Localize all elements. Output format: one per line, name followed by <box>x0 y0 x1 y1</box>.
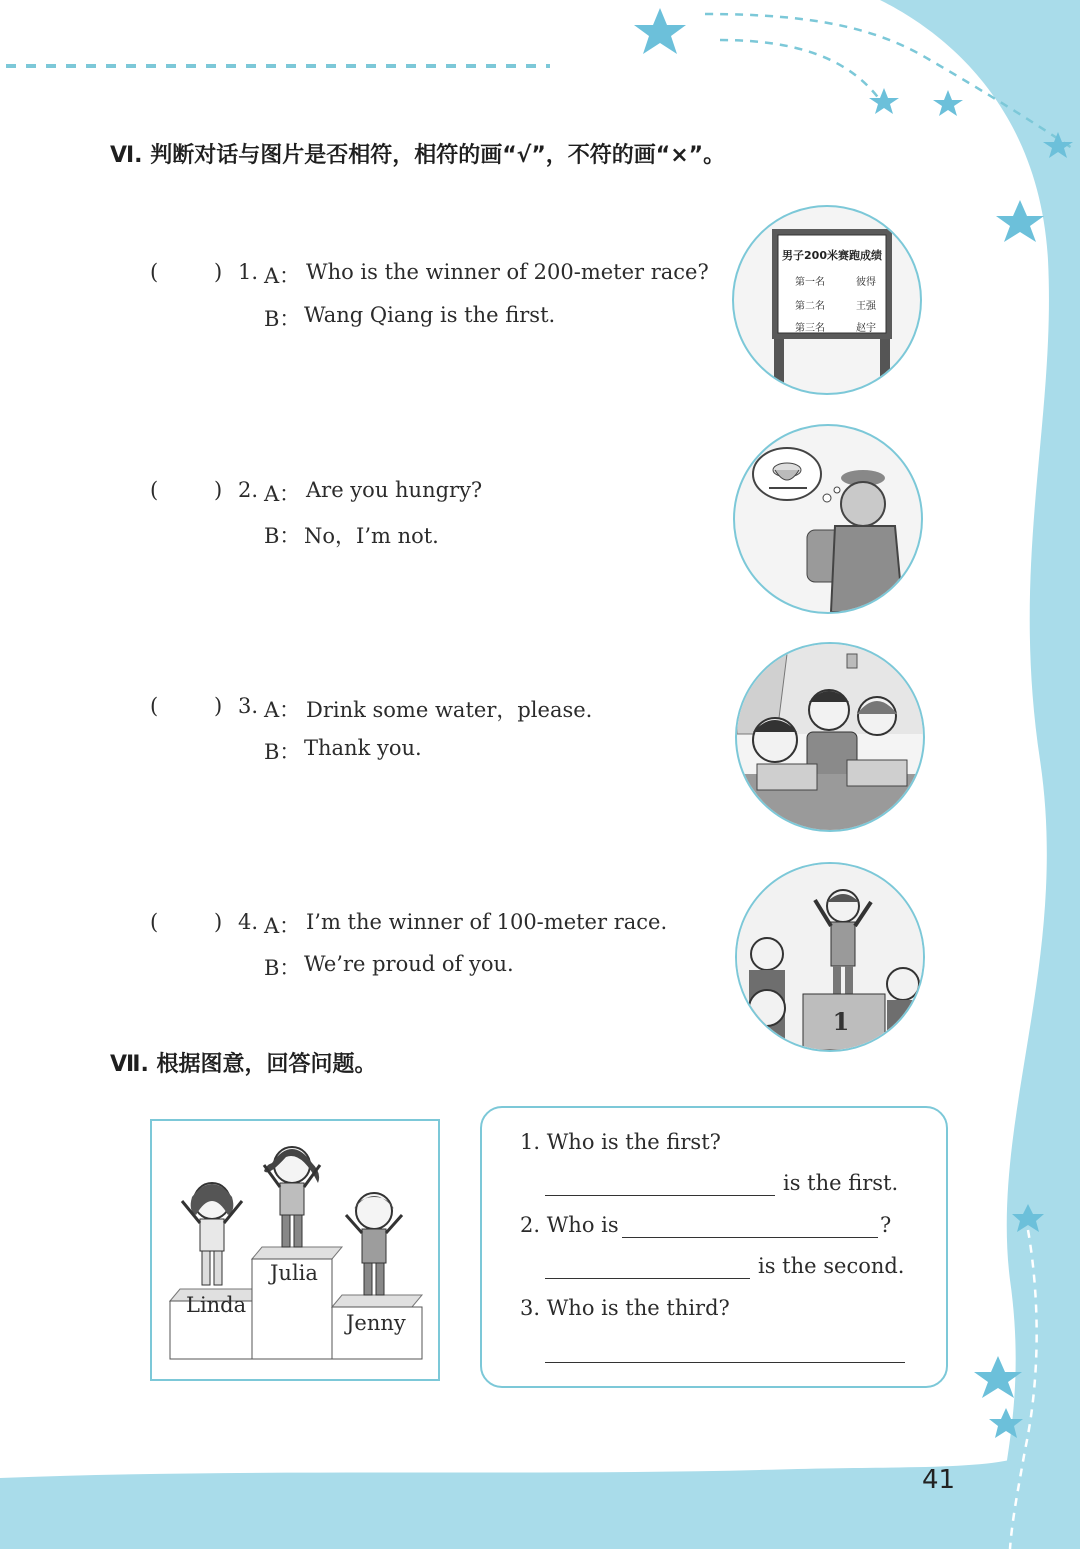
question-2-prefix: 2. Who is <box>520 1213 619 1237</box>
speaker-a-text: Who is the winner of 200-meter race? <box>306 260 709 284</box>
speaker-a-label: A： <box>264 698 301 722</box>
speaker-a-text: I’m the winner of 100-meter race. <box>306 910 668 934</box>
picture-results-board <box>732 205 922 395</box>
picture-winner-podium <box>735 862 925 1052</box>
speaker-b-text: Thank you. <box>304 736 422 760</box>
question-number: 1. <box>238 260 259 284</box>
speaker-a-text: Drink some water，please. <box>306 698 593 722</box>
speaker-a-text: Are you hungry? <box>306 478 483 502</box>
board-title: 男子200米赛跑成绩 <box>782 249 882 262</box>
speaker-b-label: B： <box>264 740 301 764</box>
answer-paren-open[interactable]: ( <box>150 260 159 284</box>
answer-1-suffix: is the first. <box>783 1171 899 1195</box>
podium-label-second: Linda <box>186 1293 247 1317</box>
speaker-b-text: No，I’m not. <box>304 524 439 548</box>
speaker-a-label: A： <box>264 482 301 506</box>
podium-illustration <box>152 1121 438 1379</box>
board-name-3: 赵宇 <box>856 323 876 334</box>
bottom-blue-band <box>0 1460 1080 1549</box>
question-1-text: 1. Who is the first? <box>520 1130 721 1154</box>
board-rank-3: 第三名 <box>795 323 825 334</box>
podium-label-first: Julia <box>270 1261 318 1285</box>
speaker-b-label: B： <box>264 956 301 980</box>
section-7-title: Ⅶ. 根据图意，回答问题。 <box>110 1052 377 1077</box>
question-3-text: 3. Who is the third? <box>520 1296 730 1320</box>
star-icon <box>933 90 963 116</box>
answer-paren-close[interactable]: ) <box>214 260 223 284</box>
podium-number: 1 <box>832 1007 850 1036</box>
speaker-b-text: Wang Qiang is the first. <box>304 303 556 327</box>
answer-paren-close[interactable]: ) <box>214 478 223 502</box>
answer-paren-open[interactable]: ( <box>150 910 159 934</box>
answer-paren-open[interactable]: ( <box>150 478 159 502</box>
speaker-a-label: A： <box>264 914 301 938</box>
answer-3-blank[interactable] <box>545 1362 905 1363</box>
question-number: 3. <box>238 694 259 718</box>
speaker-a-label: A： <box>264 264 301 288</box>
answer-2-blank[interactable] <box>545 1278 750 1279</box>
board-rank-2: 第二名 <box>795 301 825 312</box>
answer-paren-close[interactable]: ) <box>214 910 223 934</box>
picture-hungry-boy <box>733 424 923 614</box>
speaker-b-label: B： <box>264 524 301 548</box>
board-name-2: 王强 <box>856 301 876 312</box>
question-2-suffix: ? <box>880 1213 892 1237</box>
picture-classroom-water <box>735 642 925 832</box>
dashed-curve-2 <box>720 40 880 100</box>
podium-label-third: Jenny <box>346 1311 406 1335</box>
speaker-b-text: We’re proud of you. <box>304 952 514 976</box>
speaker-b-label: B： <box>264 307 301 331</box>
section-6-title: Ⅵ. 判断对话与图片是否相符，相符的画“√”，不符的画“×”。 <box>110 143 726 168</box>
question-2-blank[interactable] <box>622 1237 878 1238</box>
board-name-1: 彼得 <box>856 277 876 288</box>
question-number: 2. <box>238 478 259 502</box>
answer-paren-open[interactable]: ( <box>150 694 159 718</box>
answer-paren-close[interactable]: ) <box>214 694 223 718</box>
board-rank-1: 第一名 <box>795 277 825 288</box>
page-number: 41 <box>922 1465 956 1495</box>
star-icon <box>634 8 686 54</box>
podium-picture-box <box>150 1119 440 1381</box>
answer-2-suffix: is the second. <box>758 1254 905 1278</box>
star-icon <box>996 200 1044 242</box>
question-number: 4. <box>238 910 259 934</box>
answer-1-blank[interactable] <box>545 1195 775 1196</box>
